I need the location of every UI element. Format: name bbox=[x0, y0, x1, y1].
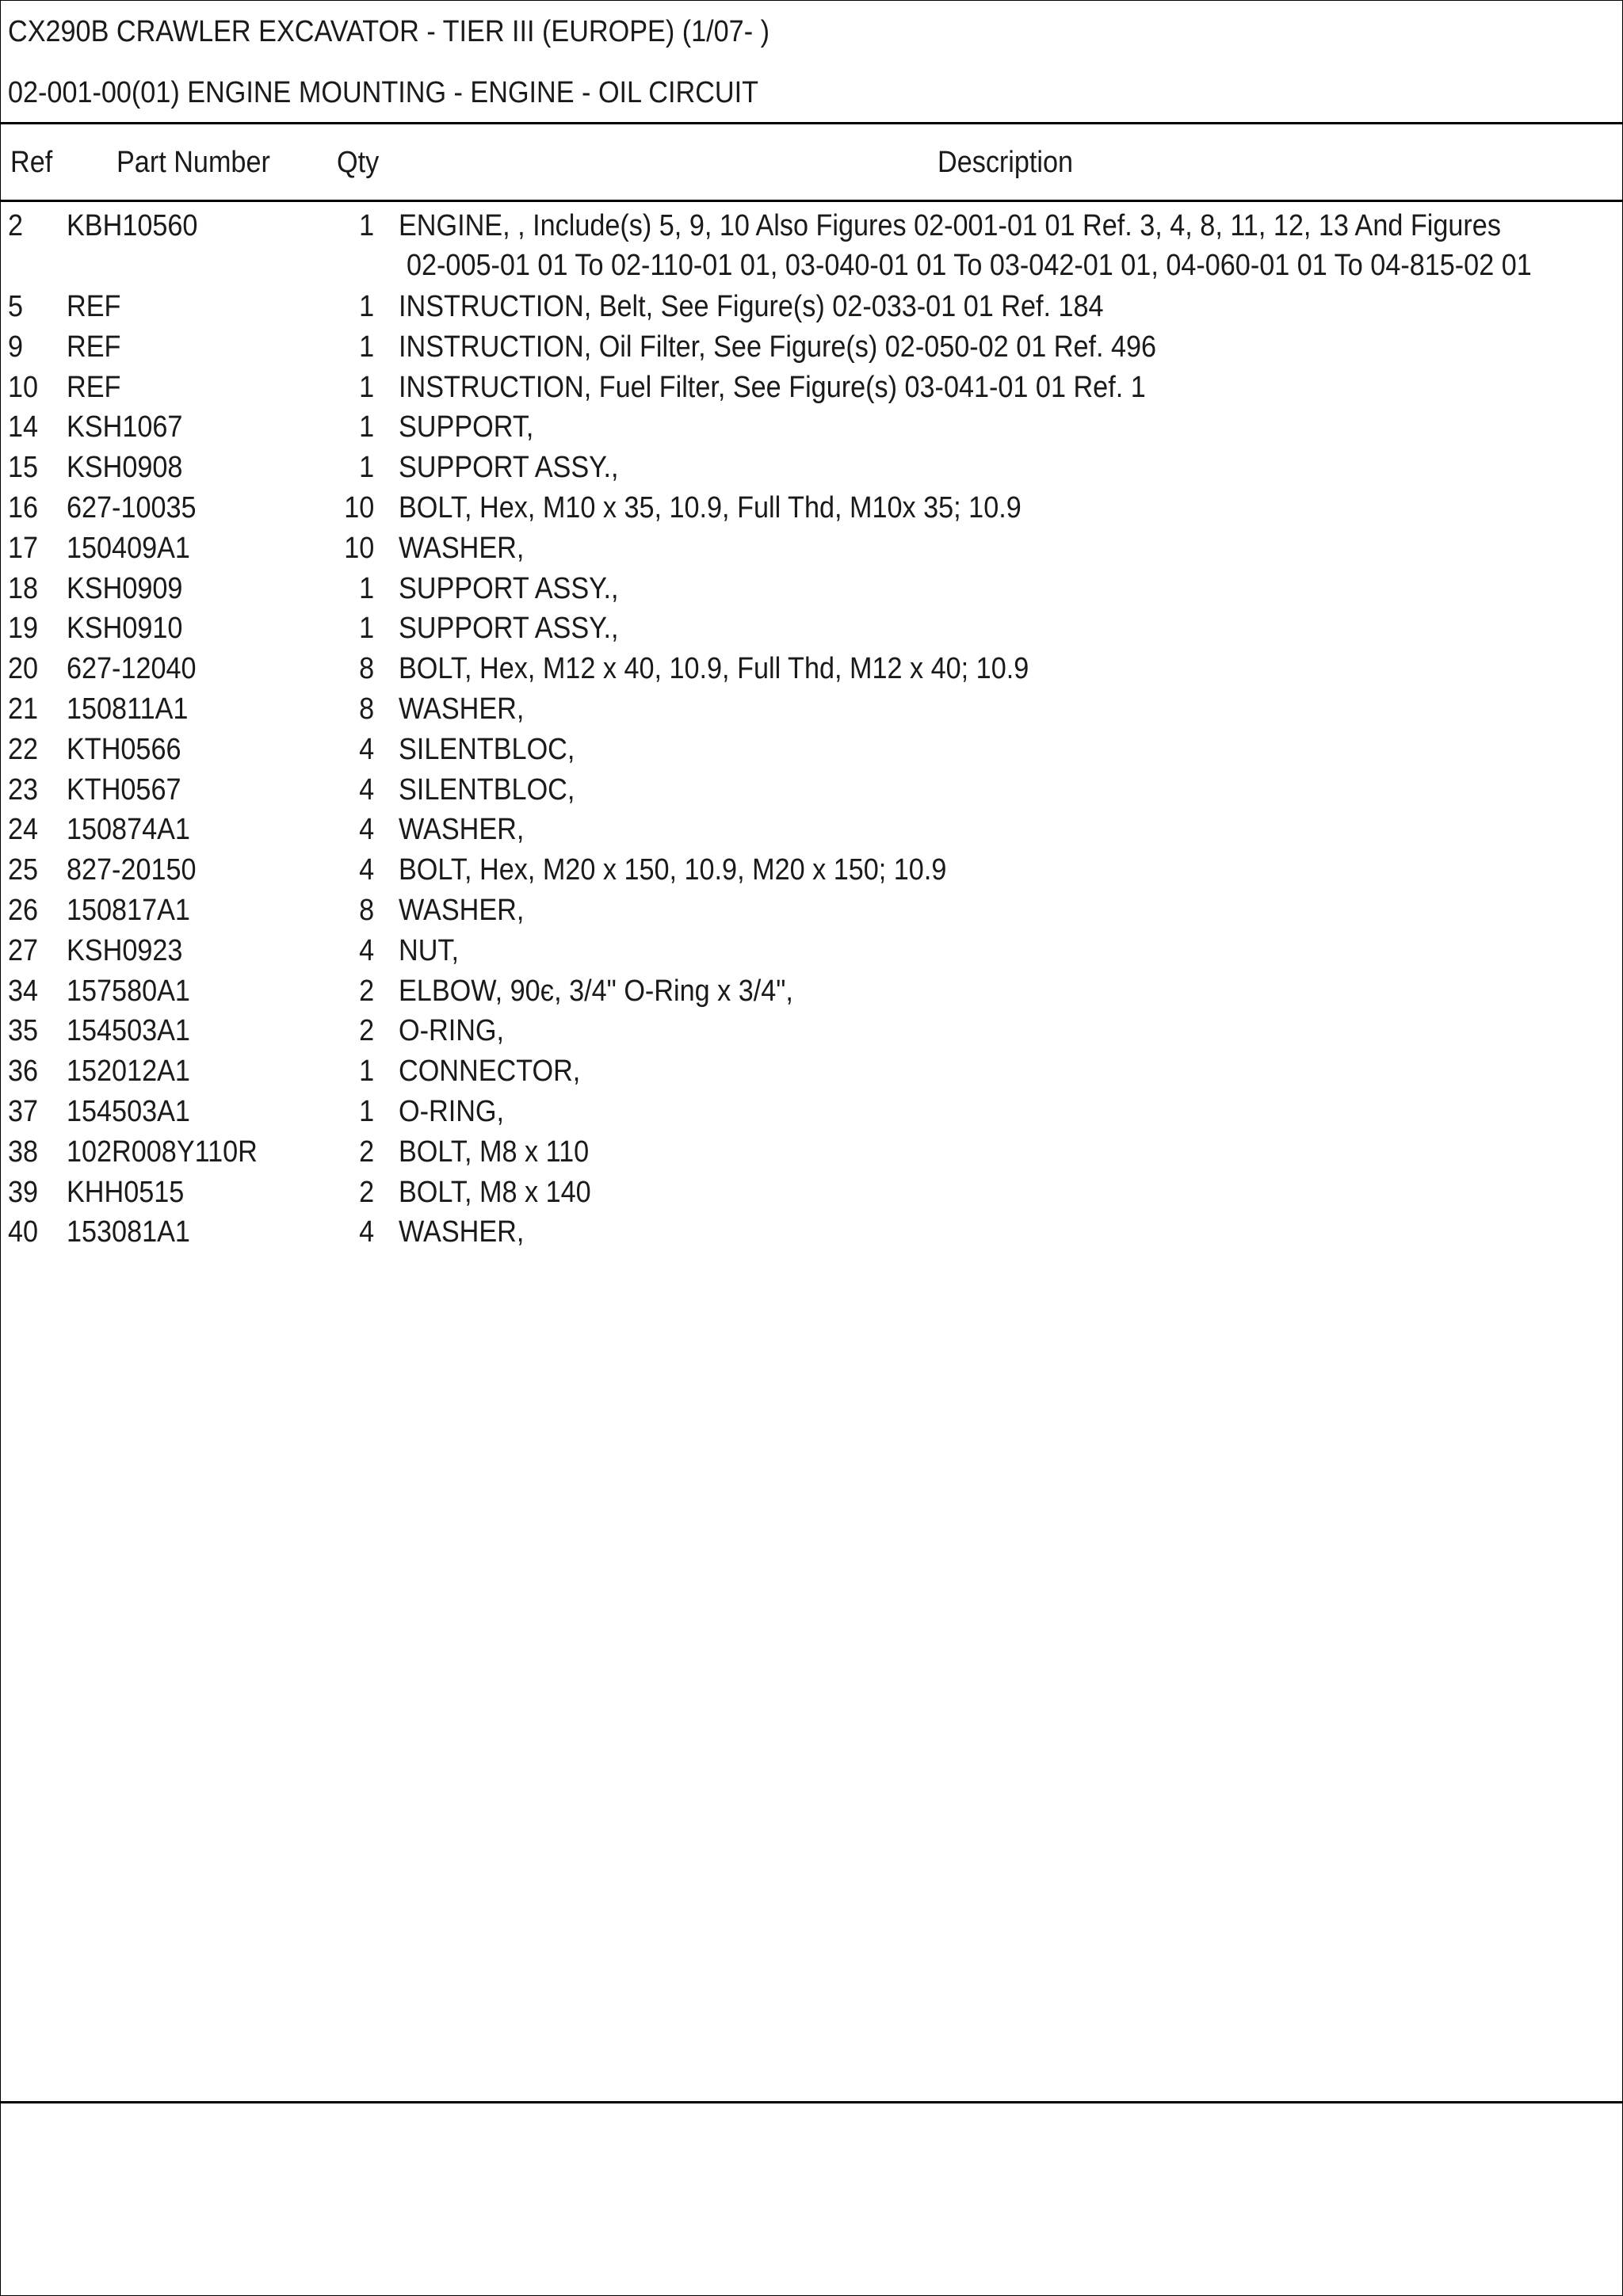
cell-part-number: 150874A1 bbox=[67, 813, 190, 847]
cell-description: INSTRUCTION, Belt, See Figure(s) 02-033-01 01 Ref. 184 bbox=[399, 290, 1104, 323]
cell-description: WASHER, bbox=[399, 813, 525, 847]
table-row bbox=[0, 973, 1623, 1013]
cell-ref: 20 bbox=[8, 652, 39, 686]
cell-qty: 1 bbox=[358, 451, 374, 485]
column-header-qty: Qty bbox=[337, 146, 380, 179]
table-row bbox=[0, 449, 1623, 490]
cell-part-number: 154503A1 bbox=[67, 1014, 190, 1048]
cell-description: O-RING, bbox=[399, 1094, 505, 1128]
table-row bbox=[0, 570, 1623, 611]
cell-description: SILENTBLOC, bbox=[399, 732, 575, 766]
cell-ref: 22 bbox=[8, 732, 39, 766]
cell-description: BOLT, M8 x 110 bbox=[399, 1135, 590, 1169]
table-row bbox=[0, 852, 1623, 892]
cell-description: BOLT, Hex, M20 x 150, 10.9, M20 x 150; 10.9 bbox=[399, 853, 947, 887]
cell-description: NUT, bbox=[399, 933, 460, 967]
table-row bbox=[0, 772, 1623, 812]
table-row bbox=[0, 933, 1623, 973]
table-row bbox=[0, 369, 1623, 410]
column-header-part-number: Part Number bbox=[116, 146, 270, 179]
cell-qty: 8 bbox=[358, 652, 374, 686]
cell-description: BOLT, Hex, M10 x 35, 10.9, Full Thd, M10x 35; 10.9 bbox=[399, 490, 1022, 524]
table-row bbox=[0, 1053, 1623, 1093]
table-row bbox=[0, 409, 1623, 449]
cell-description: SUPPORT ASSY., bbox=[399, 612, 619, 646]
cell-part-number: KSH0923 bbox=[67, 933, 183, 967]
cell-description-continued: 02-005-01 01 To 02-110-01 01, 03-040-01 01 To 03-042-01 01, 04-060-01 01 To 04-815-02 01 bbox=[407, 249, 1532, 282]
cell-qty: 8 bbox=[358, 692, 374, 726]
cell-qty: 4 bbox=[358, 772, 374, 807]
cell-ref: 2 bbox=[8, 209, 24, 242]
cell-ref: 15 bbox=[8, 451, 39, 485]
cell-description: BOLT, M8 x 140 bbox=[399, 1175, 591, 1209]
cell-ref: 23 bbox=[8, 772, 39, 807]
cell-ref: 5 bbox=[8, 290, 24, 323]
cell-description: WASHER, bbox=[399, 1215, 525, 1249]
cell-description: WASHER, bbox=[399, 692, 525, 726]
table-row bbox=[0, 1013, 1623, 1053]
cell-qty: 1 bbox=[358, 370, 374, 404]
cell-ref: 14 bbox=[8, 410, 39, 444]
cell-qty: 4 bbox=[358, 732, 374, 766]
cell-ref: 18 bbox=[8, 571, 39, 605]
cell-ref: 21 bbox=[8, 692, 39, 726]
cell-qty: 2 bbox=[358, 1135, 374, 1169]
table-row bbox=[0, 1214, 1623, 1254]
table-row bbox=[0, 610, 1623, 650]
column-header-ref: Ref bbox=[10, 146, 53, 179]
cell-qty: 4 bbox=[358, 853, 374, 887]
table-row bbox=[0, 329, 1623, 369]
cell-qty: 10 bbox=[343, 490, 374, 524]
cell-ref: 26 bbox=[8, 893, 39, 927]
cell-qty: 1 bbox=[358, 1055, 374, 1089]
cell-ref: 10 bbox=[8, 370, 39, 404]
cell-part-number: KTH0566 bbox=[67, 732, 181, 766]
cell-part-number: 153081A1 bbox=[67, 1215, 190, 1249]
cell-part-number: 154503A1 bbox=[67, 1094, 190, 1128]
header-divider-top bbox=[0, 122, 1623, 124]
footer-area bbox=[0, 2103, 1623, 2296]
cell-description: SUPPORT, bbox=[399, 410, 534, 444]
table-row bbox=[0, 288, 1623, 329]
cell-qty: 1 bbox=[358, 410, 374, 444]
cell-description: WASHER, bbox=[399, 531, 525, 565]
cell-qty: 1 bbox=[358, 290, 374, 323]
cell-part-number: 627-12040 bbox=[67, 652, 197, 686]
cell-part-number: KTH0567 bbox=[67, 772, 181, 807]
cell-qty: 2 bbox=[358, 1014, 374, 1048]
cell-qty: 1 bbox=[358, 612, 374, 646]
column-header-description: Description bbox=[938, 146, 1074, 179]
cell-part-number: 152012A1 bbox=[67, 1055, 190, 1089]
cell-qty: 1 bbox=[358, 1094, 374, 1128]
cell-ref: 27 bbox=[8, 933, 39, 967]
cell-qty: 1 bbox=[358, 209, 374, 242]
cell-qty: 1 bbox=[358, 571, 374, 605]
cell-qty: 8 bbox=[358, 893, 374, 927]
cell-part-number: 827-20150 bbox=[67, 853, 197, 887]
cell-part-number: REF bbox=[67, 330, 121, 364]
cell-ref: 35 bbox=[8, 1014, 39, 1048]
document-subtitle: 02-001-00(01) ENGINE MOUNTING - ENGINE - OIL CIRCUIT bbox=[8, 76, 758, 109]
table-row bbox=[0, 490, 1623, 530]
cell-description: SILENTBLOC, bbox=[399, 772, 575, 807]
cell-ref: 25 bbox=[8, 853, 39, 887]
cell-part-number: KSH0910 bbox=[67, 612, 183, 646]
header-divider-bottom bbox=[0, 200, 1623, 202]
cell-part-number: 150811A1 bbox=[67, 692, 189, 726]
cell-ref: 24 bbox=[8, 813, 39, 847]
cell-description: BOLT, Hex, M12 x 40, 10.9, Full Thd, M12 x 40; 10.9 bbox=[399, 652, 1029, 686]
cell-qty: 2 bbox=[358, 1175, 374, 1209]
cell-part-number: KHH0515 bbox=[67, 1175, 185, 1209]
cell-part-number: 150409A1 bbox=[67, 531, 190, 565]
cell-ref: 36 bbox=[8, 1055, 39, 1089]
cell-description: INSTRUCTION, Oil Filter, See Figure(s) 02-050-02 01 Ref. 496 bbox=[399, 330, 1157, 364]
cell-part-number: REF bbox=[67, 370, 121, 404]
cell-part-number: 627-10035 bbox=[67, 490, 197, 524]
table-row bbox=[0, 1134, 1623, 1174]
table-row bbox=[0, 731, 1623, 772]
cell-description: WASHER, bbox=[399, 893, 525, 927]
table-row bbox=[0, 208, 1623, 288]
cell-description: ELBOW, 90є, 3/4" O-Ring x 3/4", bbox=[399, 974, 793, 1008]
cell-qty: 10 bbox=[343, 531, 374, 565]
cell-ref: 16 bbox=[8, 490, 39, 524]
cell-ref: 38 bbox=[8, 1135, 39, 1169]
table-row bbox=[0, 691, 1623, 731]
cell-description: CONNECTOR, bbox=[399, 1055, 581, 1089]
cell-description: O-RING, bbox=[399, 1014, 505, 1048]
cell-qty: 2 bbox=[358, 974, 374, 1008]
cell-qty: 4 bbox=[358, 813, 374, 847]
cell-description: INSTRUCTION, Fuel Filter, See Figure(s) 03-041-01 01 Ref. 1 bbox=[399, 370, 1146, 404]
table-row bbox=[0, 1093, 1623, 1134]
cell-description: SUPPORT ASSY., bbox=[399, 571, 619, 605]
cell-ref: 39 bbox=[8, 1175, 39, 1209]
cell-ref: 34 bbox=[8, 974, 39, 1008]
cell-qty: 4 bbox=[358, 1215, 374, 1249]
cell-qty: 1 bbox=[358, 330, 374, 364]
cell-part-number: 102R008Y110R bbox=[67, 1135, 258, 1169]
table-row bbox=[0, 892, 1623, 933]
cell-description: SUPPORT ASSY., bbox=[399, 451, 619, 485]
table-row bbox=[0, 811, 1623, 852]
cell-ref: 17 bbox=[8, 531, 39, 565]
parts-table-body bbox=[0, 208, 1623, 1254]
cell-ref: 9 bbox=[8, 330, 24, 364]
cell-ref: 37 bbox=[8, 1094, 39, 1128]
cell-description: ENGINE, , Include(s) 5, 9, 10 Also Figures 02-001-01 01 Ref. 3, 4, 8, 11, 12, 13 And Figures bbox=[399, 209, 1501, 242]
cell-part-number: KSH0909 bbox=[67, 571, 183, 605]
cell-ref: 40 bbox=[8, 1215, 39, 1249]
cell-part-number: 150817A1 bbox=[67, 893, 190, 927]
table-row bbox=[0, 1174, 1623, 1215]
cell-part-number: REF bbox=[67, 290, 121, 323]
cell-part-number: KSH0908 bbox=[67, 451, 183, 485]
table-row bbox=[0, 530, 1623, 570]
cell-part-number: 157580A1 bbox=[67, 974, 190, 1008]
cell-ref: 19 bbox=[8, 612, 39, 646]
cell-part-number: KBH10560 bbox=[67, 209, 198, 242]
cell-part-number: KSH1067 bbox=[67, 410, 183, 444]
table-row bbox=[0, 650, 1623, 691]
document-title: CX290B CRAWLER EXCAVATOR - TIER III (EUROPE) (1/07- ) bbox=[8, 15, 769, 48]
cell-qty: 4 bbox=[358, 933, 374, 967]
